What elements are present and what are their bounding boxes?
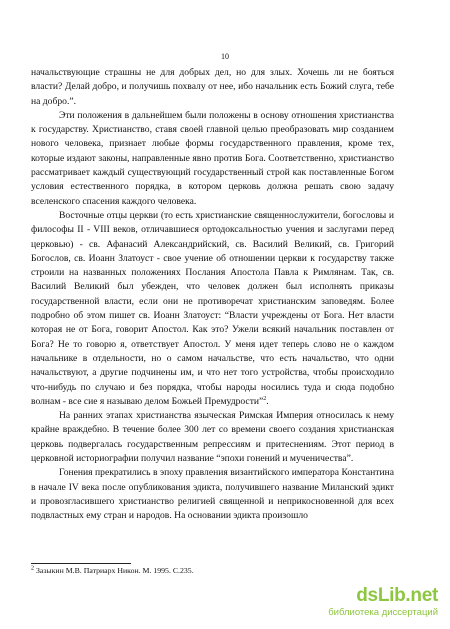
footnote-marker: 2 bbox=[31, 565, 34, 572]
watermark-logo: dsLib.net bbox=[356, 585, 438, 606]
footnote bbox=[31, 566, 394, 576]
page-number: 10 bbox=[221, 52, 229, 61]
paragraph-continuation: начальствующие страшны не для добрых дел, но для злых. Хочешь ли не бояться власти? Делай добро, и получишь похвалу от нее, ибо начальник есть Божий слуга, тебе на добро.”. bbox=[31, 67, 394, 107]
footnote-text: Зазыкин М.В. Патриарх Никон. М. 1995. С.235. bbox=[35, 566, 194, 575]
footnote-reference: 2 bbox=[263, 395, 267, 402]
paragraph: Эти положения в дальнейшем были положены в основу отношения христианства к государству. Христианство, ставя своей главной целью преобразовать мир созданием нового человека, признает любые формы государственного правления, кроме тех, которые издают законы, направленные явно против Бога. Соответственно, христианство рассматривает каждый существующий государственный строй как поставленные Богом условия естественного порядка, в котором церковь должна решать свою задачу вселенского спасения каждого человека. bbox=[31, 109, 394, 207]
paragraph-text: Восточные отцы церкви (то есть христианские священнослужители, богословы и философы II - VIII веков, отличавшиеся ортодоксальностью учения и заслугами перед церковью) - св. Афанасий Александрийский, св. Василий Великий, св. Григорий Богослов, св. Иоанн Златоуст - свое учение об отношении церкви к государству также строили на названных положениях Послания Апостола Павла к Римлянам. Так, св. Василий Великий был убежден, что человек должен был исполнять приказы государственной власти, если они не противоречат христианским заповедям. Более подробно об этом пишет св. Иоанн Златоуст: “Власти учреждены от Бога. Нет власти которая не от Бога, говорит Апостол. Как это? Ужели всякий начальник поставлен от Бога? Не то говорю я, ответствует Апостол. У меня идет теперь слово не о каждом начальнике в отдельности, но о самом начальстве, что есть начальство, что одни начальствуют, а другие подчинены им, и что нет того устройства, чтобы происходило что-нибудь по случаю и без порядка, чтобы народы носились туда и сюда подобно волнам - все сие я называю делом Божьей Премудрости” bbox=[31, 209, 394, 407]
watermark-tagline: библиотека диссертаций bbox=[328, 607, 438, 618]
document-body bbox=[31, 66, 394, 524]
footnote-separator bbox=[31, 563, 131, 564]
paragraph: Гонения прекратились в эпоху правления византийского императора Константина в начале IV века после опубликования эдикта, получившего название Миланский эдикт и провозгласившего христианство религией священной и неприкосновенной для всех подвластных ему стран и народов. На основании эдикта произошло bbox=[31, 467, 394, 522]
paragraph: На ранних этапах христианства языческая Римская Империя относилась к нему крайне враждебно. В течение более 300 лет со времени своего создания христианская церковь подвергалась государственным репрессиям и притеснениям. Этот период в церковной историографии получил название “эпохи гонений и мученичества”. bbox=[31, 410, 394, 465]
watermark bbox=[308, 586, 438, 618]
paragraph: Восточные отцы церкви (то есть христианские священнослужители, богословы и философы II - VIII веков, отличавшиеся ортодоксальностью учения и заслугами перед церковью) - св. Афанасий Александрийский, св. Василий Великий, св. Григорий Богослов, св. Иоанн Златоуст - свое учение об отношении церкви к государству также строили на названных положениях Послания Апостола Павла к Римлянам. Так, св. Василий Великий был убежден, что человек должен был исполнять приказы государственной власти, если они не противоречат христианским заповедям. Более подробно об этом пишет св. Иоанн Златоуст: “Власти учреждены от Бога. Нет власти которая не от Бога, говорит Апостол. Как это? Ужели всякий начальник поставлен от Бога? Не то говорю я, ответствует Апостол. У меня идет теперь слово не о каждом начальнике в отдельности, но о самом начальстве, что есть начальство, что одни начальствуют, а другие подчинены им, и что нет того устройства, чтобы происходило что-нибудь по случаю и без порядка, чтобы народы носились туда и сюда подобно волнам - все сие я называю делом Божьей Премудрости”$^2$. bbox=[31, 209, 394, 407]
